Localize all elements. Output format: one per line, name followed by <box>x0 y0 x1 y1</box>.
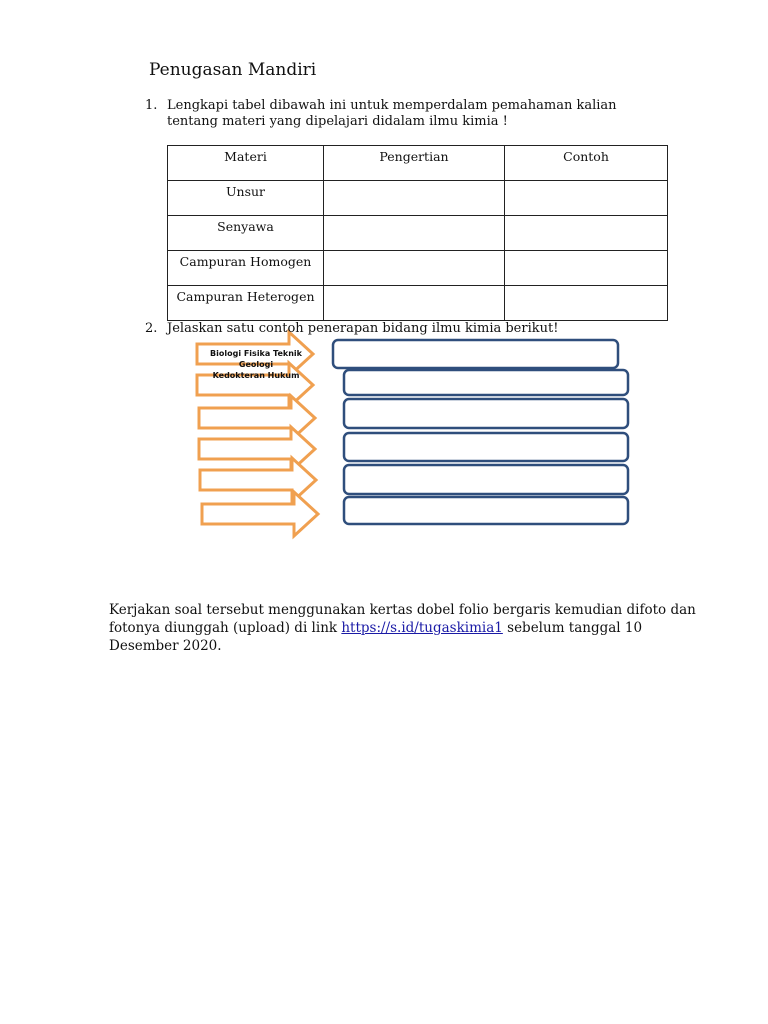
instructions-footer <box>109 601 709 655</box>
footer-text-before: Kerjakan soal tersebut menggunakan kertas dobel folio bergaris kemudian difoto dan fotonya diunggah (upload) di link <box>109 602 696 636</box>
table-cell: Senyawa <box>168 216 324 251</box>
field-labels <box>200 348 312 381</box>
question-1-text: Lengkapi tabel dibawah ini untuk memperdalam pemahaman kalian tentang materi yang dipelajari didalam ilmu kimia ! <box>167 98 617 129</box>
question-2-text: Jelaskan satu contoh penerapan bidang ilmu kimia berikut! <box>167 321 559 336</box>
upload-link[interactable]: https://s.id/tugaskimia1 <box>341 620 503 636</box>
answer-box[interactable] <box>344 399 628 428</box>
header-materi: Materi <box>168 146 324 181</box>
answer-box[interactable] <box>344 433 628 461</box>
header-contoh: Contoh <box>505 146 668 181</box>
table-cell: Campuran Heterogen <box>168 286 324 321</box>
answer-box[interactable] <box>333 340 618 368</box>
table-cell: Unsur <box>168 181 324 216</box>
header-pengertian: Pengertian <box>324 146 505 181</box>
arrow-shape <box>202 492 318 536</box>
label-line: Biologi Fisika Teknik <box>210 349 302 358</box>
answer-box[interactable] <box>344 497 628 524</box>
footer-text-after: sebelum tanggal 10 Desember 2020. <box>109 620 643 654</box>
label-line: Kedokteran Hukum <box>212 371 300 380</box>
table-cell: Campuran Homogen <box>168 251 324 286</box>
question-2-number: 2. <box>145 321 158 336</box>
answer-box[interactable] <box>344 370 628 395</box>
answer-box[interactable] <box>344 465 628 494</box>
page-title: Penugasan Mandiri <box>149 60 317 80</box>
question-1-number: 1. <box>145 98 158 113</box>
label-line: Geologi <box>238 360 274 369</box>
